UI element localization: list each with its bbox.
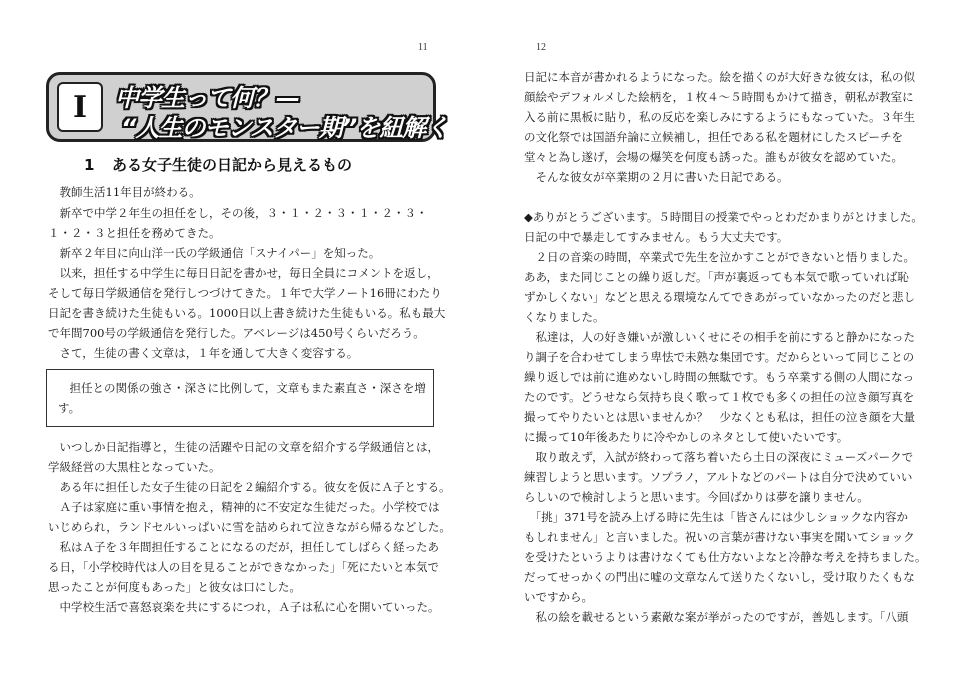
text-line: いじめられ，ランドセルいっぱいに雪を詰められて泣きながら帰るなどした。 <box>48 520 451 534</box>
text-line: いですから。 <box>524 590 593 604</box>
text-line: ある年に担任した女子生徒の日記を２編紹介する。彼女を仮にＡ子とする。 <box>48 480 451 494</box>
text-line: 私の絵を載せるという素敵な案が挙がったのですが，善処します。「八頭 <box>524 610 909 624</box>
text-line: 繰り返しでは前に進めないし時間の無駄です。もう卒業する側の人間になっ <box>524 370 915 384</box>
text-line: 入る前に黒板に貼り，私の反応を楽しみにするようにもなっていた。３年生 <box>524 110 915 124</box>
quote-line: 担任との関係の強さ・深さに比例して，文章もまた素直さ・深さを増 <box>58 381 426 395</box>
text-line: 撮ってやりたいとは思いませんか？ 少なくとも私は，担任の泣き顔を大量 <box>524 410 915 424</box>
text-line: に撮って10年後あたりに冷やかしのネタとして使いたいです。 <box>524 430 849 444</box>
text-line: り調子を合わせてしまう卑怯で未熟な集団です。だからといって同じことの <box>524 350 915 364</box>
text-line: る日，「小学校時代は人の目を見ることができなかった」「死にたいと本気で <box>48 560 439 574</box>
text-line: 取り敢えず，入試が終わって落ち着いたら土日の深夜にミューズパークで <box>524 450 914 464</box>
text-line: 新卒で中学２年生の担任をし，その後，３・１・２・３・１・２・３・ <box>48 206 428 220</box>
section-title: ある女子生徒の日記から見えるもの <box>112 156 353 174</box>
text-line: で年間700号の学級通信を発行した。アベレージは450号くらいだろう。 <box>48 326 425 340</box>
text-line: ああ，また同じことの繰り返しだ。「声が裏返っても本気で歌っていれば恥 <box>524 270 909 284</box>
text-line: そんな彼女が卒業期の２月に書いた日記である。 <box>524 170 789 184</box>
text-line: １・２・３と担任を務めてきた。 <box>48 226 221 240</box>
text-line: 堂々と為し遂げ，会場の爆笑を何度も誘った。誰もが彼女を認めていた。 <box>524 150 904 164</box>
text-line: 日記の中で暴走してすみません。もう大丈夫です。 <box>524 230 789 244</box>
section-heading <box>84 154 352 175</box>
text-line: 練習しようと思います。ソプラノ，アルトなどのパートは自分で決めていい <box>524 470 913 484</box>
text-line: 学級経営の大黒柱となっていた。 <box>48 460 221 474</box>
text-line: 以来，担任する中学生に毎日日記を書かせ，毎日全員にコメントを返し， <box>48 266 439 280</box>
text-line: 日記に本音が書かれるようになった。絵を描くのが大好きな彼女は，私の似 <box>524 70 915 84</box>
text-line: の文化祭では国語弁論に立候補し，担任である私を題材にしたスピーチを <box>524 130 904 144</box>
text-line: 日記を書き続けた生徒もいる。1000日以上書き続けた生徒もいる。私も最大 <box>48 306 446 320</box>
text-line: ◆ありがとうございます。５時間目の授業でやっとわだかまりがとけました。 <box>524 210 923 224</box>
text-line: たのです。どうせなら気持ち良く歌って１枚でも多くの担任の泣き顔写真を <box>524 390 915 404</box>
chapter-banner <box>46 72 449 142</box>
text-line: そして毎日学級通信を発行しつづけてきた。１年で大学ノート16冊にわたり <box>48 286 442 300</box>
text-line: さて，生徒の書く文章は，１年を通して大きく変容する。 <box>48 346 359 360</box>
chapter-title-line1: 中学生って何？— <box>115 84 299 112</box>
text-line: 新卒２年目に向山洋一氏の学級通信「スナイパー」を知った。 <box>48 246 381 260</box>
text-line: 思ったことが何度もあった」と彼女は口にした。 <box>48 580 301 594</box>
quote-box <box>46 369 434 427</box>
page-number-left: 11 <box>418 42 428 53</box>
text-line: 顔絵やデフォルメした絵柄を，１枚４～５時間もかけて描き，朝私が教室に <box>524 90 914 104</box>
text-line: を受けたというよりは書けなくても仕方ないよなと冷静な考えを持ちました。 <box>524 550 927 564</box>
chapter-title-line2: “人生のモンスター期”を紐解く <box>121 114 449 142</box>
text-line: 中学校生活で喜怒哀楽を共にするにつれ，Ａ子は私に心を開いていった。 <box>48 600 440 614</box>
text-line: いつしか日記指導と，生徒の活躍や日記の文章を紹介する学級通信とは， <box>48 440 439 454</box>
text-line: Ａ子は家庭に重い事情を抱え，精神的に不安定な生徒だった。小学校では <box>48 500 440 514</box>
text-line: もしれません」と言いました。祝いの言葉が書けない事実を聞いてショック <box>524 530 915 544</box>
text-line: ずかしくない」などと思える環境なんてできあがっていなかったのだと悲し <box>524 290 915 304</box>
text-line: だってせっかくの門出に嘘の文章なんて送りたくないし，受け取りたくもな <box>524 570 915 584</box>
chapter-numeral: I <box>57 82 103 132</box>
text-line: くなりました。 <box>524 310 605 324</box>
text-line: 私達は，人の好き嫌いが激しいくせにその相手を前にすると静かになった <box>524 330 915 344</box>
text-line: ２日の音楽の時間，卒業式で先生を泣かすことができないと悟りました。 <box>524 250 915 264</box>
text-line: 私はＡ子を３年間担任することになるのだが，担任してしばらく経ったあ <box>48 540 439 554</box>
text-line: 「挑」371号を読み上げる時に先生は「皆さんには少しショックな内容か <box>524 510 908 524</box>
page-number-right: 12 <box>536 42 546 53</box>
text-line: 教師生活11年目が終わる。 <box>48 185 201 199</box>
section-number: 1 <box>84 156 95 174</box>
text-line: らしいので検討しようと思います。今回ばかりは夢を譲りません。 <box>524 490 869 504</box>
quote-line: す。 <box>58 401 81 415</box>
